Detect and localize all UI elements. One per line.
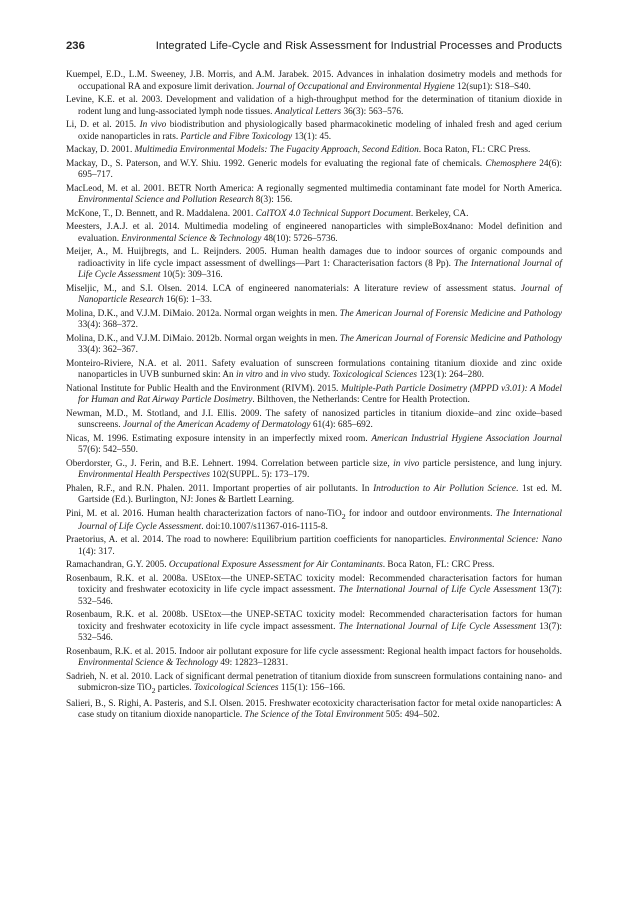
reference-text: for indoor and outdoor environments. [345, 508, 496, 519]
reference-text: 48(10): 5726–5736. [261, 233, 338, 244]
italic-text: Analytical Letters [274, 106, 342, 117]
reference-text: 33(4): 362–367. [78, 345, 138, 355]
italic-text: The International Journal of Life Cycle Assessment [338, 585, 536, 596]
reference-text: Levine, K.E. et al. 2003. Development and validation of a high-throughput method for the determination of titanium dioxide in rodent lung and lung-associated lymph node tissues. [66, 95, 562, 117]
reference-text: Meijer, A., M. Huijbregts, and L. Reijnders. 2005. Human health damages due to indoor sources of organic compounds and radioactivity in life cycle impact assessment of dwellings—Part 1: Characterisation factors (8 Pp). [66, 247, 562, 269]
italic-text: in vivo [393, 458, 420, 469]
reference-text: 13(1): 45. [292, 131, 332, 142]
reference-text: Rosenbaum, R.K. et al. 2015. Indoor air pollutant exposure for life cycle assessment: Regional health impact factors for households. [66, 646, 562, 657]
reference-text: 12(sup1): S18–S40. [454, 81, 531, 92]
reference-text: biodistribution and physiologically based pharmacokinetic modeling of inhaled fresh and aged cerium oxide nanoparticles in rats. [78, 120, 562, 142]
reference-entry [66, 70, 562, 93]
reference-entry [66, 95, 562, 118]
reference-text: Rosenbaum, R.K. et al. 2008b. USEtox—the UNEP-SETAC toxicity model: Recommended characterisation factors for human toxicity and freshwater ecotoxicity in life cycle impact assessment. [66, 610, 562, 632]
reference-text: 505: 494–502. [383, 710, 440, 721]
reference-text: Mackay, D. 2001. [66, 145, 135, 155]
italic-text: Journal of the American Academy of Dermatology [122, 420, 311, 430]
reference-text: 8(3): 156. [253, 195, 293, 205]
reference-text: Nicas, M. 1996. Estimating exposure intensity in an imperfectly mixed room. [66, 433, 372, 444]
italic-text: Environmental Health Perspectives [78, 470, 210, 480]
italic-text: Toxicological Sciences [332, 370, 418, 380]
reference-list [66, 70, 562, 724]
reference-text: 102(SUPPL. 5): 173–179. [209, 470, 310, 480]
reference-text: 33(4): 368–372. [78, 320, 138, 330]
reference-entry [66, 535, 562, 558]
reference-text: 13(7): 532–546. [78, 621, 563, 644]
italic-text: In vivo [139, 120, 167, 130]
reference-text: McKone, T., D. Bennett, and R. Maddalena. 2001. [66, 208, 256, 219]
reference-text: MacLeod, M. et al. 2001. BETR North America: A regionally segmented multimedia contaminant fate model for North America. [66, 183, 562, 194]
subscript: 2 [151, 686, 156, 696]
italic-text: The International Journal of Life Cycle Assessment [78, 508, 562, 532]
reference-text: . 1st ed. M. Gartside (Ed.). Burlington, NJ: Jones & Bartlett Learning. [78, 483, 562, 505]
reference-text: . Berkeley, CA. [410, 208, 469, 219]
reference-text: 61(4): 685–692. [310, 420, 373, 430]
reference-text: 1(4): 317. [78, 546, 115, 557]
reference-text: Meesters, J.A.J. et al. 2014. Multimedia modeling of engineered nanoparticles with simpleBox4nano: Model definition and evaluation. [66, 222, 562, 244]
reference-text: . Bilthoven, the Netherlands: Centre for Health Protection. [252, 395, 470, 405]
reference-text: Salieri, B., S. Righi, A. Pasteris, and S.I. Olsen. 2015. Freshwater ecotoxicity characterisation factor for metal oxide nanoparticles: A case study on titanium dioxide nanoparticle. [66, 698, 562, 721]
reference-text: Miseljic, M., and S.I. Olsen. 2014. LCA of engineered nanomaterials: A literature review of assessment status. [66, 283, 521, 294]
italic-text: Chemosphere [485, 158, 537, 169]
running-title: Integrated Life-Cycle and Risk Assessment for Industrial Processes and Products [155, 40, 562, 52]
page-number: 236 [66, 40, 85, 52]
reference-entry [66, 284, 562, 307]
italic-text: Multimedia Environmental Models: The Fugacity Approach, Second Edition [134, 145, 419, 155]
reference-entry [66, 334, 562, 357]
reference-text: 115(1): 156–166. [278, 683, 346, 694]
italic-text: Occupational Exposure Assessment for Air Contaminants [168, 560, 383, 571]
italic-text: in vivo [280, 370, 306, 380]
reference-text: 123(1): 264–280. [417, 370, 484, 380]
reference-text: Pini, M. et al. 2016. Human health characterization factors of nano-TiO [66, 508, 342, 519]
reference-text: 49: 12823–12831. [218, 658, 289, 669]
reference-text: 16(6): 1–33. [163, 295, 212, 305]
reference-text: 10(5): 309–316. [160, 270, 223, 280]
reference-entry [66, 484, 562, 507]
reference-text: Phalen, R.F., and R.N. Phalen. 2011. Important properties of air pollutants. In [66, 483, 374, 494]
reference-text: Li, D. et al. 2015. [66, 120, 140, 130]
reference-text: 57(6): 542–550. [78, 445, 138, 455]
reference-text: particles. [155, 683, 194, 694]
reference-text: Rosenbaum, R.K. et al. 2008a. USEtox—the UNEP-SETAC toxicity model: Recommended characterisation factors for human toxicity and freshwater ecotoxicity in life cycle impact assessment. [66, 573, 562, 596]
reference-text: Sadrieh, N. et al. 2010. Lack of significant dermal penetration of titanium dioxide from sunscreen formulations containing nano- and submicron-size TiO [66, 671, 562, 694]
reference-entry [66, 184, 562, 207]
italic-text: Introduction to Air Pollution Science [373, 483, 516, 494]
italic-text: in vitro [236, 370, 263, 380]
running-header [66, 40, 562, 56]
reference-entry [66, 459, 562, 482]
italic-text: The International Journal of Life Cycle Assessment [78, 258, 563, 280]
reference-entry [66, 209, 562, 221]
reference-text: Newman, M.D., M. Stotland, and J.I. Ellis. 2009. The safety of nanosized particles in titanium dioxide–and zinc oxide–based sunscreens. [66, 408, 562, 430]
reference-entry [66, 610, 562, 645]
subscript: 2 [341, 511, 346, 521]
reference-text: . Boca Raton, FL: CRC Press. [382, 560, 495, 571]
reference-text: Oberdorster, G., J. Ferin, and B.E. Lehnert. 1994. Correlation between particle size, [66, 458, 394, 469]
reference-text: Mackay, D., S. Paterson, and W.Y. Shiu. 1992. Generic models for evaluating the regional fate of chemicals. [66, 158, 486, 169]
italic-text: Environmental Science & Technology [121, 233, 262, 244]
reference-text: Ramachandran, G.Y. 2005. [66, 560, 169, 571]
italic-text: The Science of the Total Environment [244, 710, 384, 721]
reference-text: 13(7): 532–546. [78, 585, 563, 607]
reference-entry [66, 699, 562, 722]
reference-text: and [262, 370, 281, 380]
reference-text: Monteiro-Riviere, N.A. et al. 2011. Safety evaluation of sunscreen formulations containing titanium dioxide and zinc oxide nanoparticles in UVB sunburned skin: An [66, 358, 562, 380]
reference-entry [66, 145, 562, 157]
reference-entry [66, 647, 562, 670]
italic-text: Multiple-Path Particle Dosimetry (MPPD v3.01): A Model for Human and Rat Airway Particle Dosimetry [78, 383, 563, 405]
reference-entry [66, 434, 562, 457]
reference-entry [66, 159, 562, 182]
italic-text: The American Journal of Forensic Medicine and Pathology [339, 333, 562, 344]
italic-text: Journal of Nanoparticle Research [78, 283, 562, 305]
reference-text: Molina, D.K., and V.J.M. DiMaio. 2012a. Normal organ weights in men. [66, 308, 340, 319]
italic-text: Particle and Fibre Toxicology [180, 131, 293, 142]
reference-entry [66, 309, 562, 332]
reference-text: 24(6): 695–717. [78, 158, 562, 180]
reference-text: Kuempel, E.D., L.M. Sweeney, J.B. Morris, and A.M. Jarabek. 2015. Advances in inhalation dosimetry models and methods for occupational RA and exposure limit derivation. [66, 70, 562, 92]
reference-entry [66, 247, 562, 282]
reference-text: National Institute for Public Health and the Environment (RIVM). 2015. [66, 383, 341, 394]
reference-text: Molina, D.K., and V.J.M. DiMaio. 2012b. Normal organ weights in men. [66, 333, 340, 344]
reference-entry [66, 509, 562, 534]
italic-text: The International Journal of Life Cycle Assessment [338, 621, 536, 632]
reference-entry [66, 384, 562, 407]
italic-text: Environmental Science: Nano [449, 535, 562, 546]
reference-entry [66, 560, 562, 572]
reference-entry [66, 574, 562, 609]
italic-text: CalTOX 4.0 Technical Support Document [255, 208, 411, 219]
reference-entry [66, 672, 562, 697]
reference-text: Praetorius, A. et al. 2014. The road to nowhere: Equilibrium partition coefficients for nanoparticles. [66, 535, 450, 546]
reference-text: . doi:10.1007/s11367-016-1115-8. [201, 521, 328, 532]
reference-entry [66, 359, 562, 382]
reference-text: particle persistence, and lung injury. [419, 458, 563, 469]
reference-text: study. [305, 370, 333, 380]
italic-text: Journal of Occupational and Environmental Hygiene [256, 81, 455, 92]
reference-text: 36(3): 563–576. [341, 106, 404, 117]
italic-text: American Industrial Hygiene Association Journal [371, 433, 562, 444]
italic-text: Environmental Science and Pollution Research [78, 195, 254, 205]
italic-text: Environmental Science & Technology [78, 658, 219, 669]
italic-text: The American Journal of Forensic Medicine and Pathology [339, 308, 562, 319]
reference-text: . Boca Raton, FL: CRC Press. [418, 145, 531, 155]
reference-entry [66, 409, 562, 432]
reference-entry [66, 120, 562, 143]
italic-text: Toxicological Sciences [193, 683, 279, 694]
reference-entry [66, 222, 562, 245]
